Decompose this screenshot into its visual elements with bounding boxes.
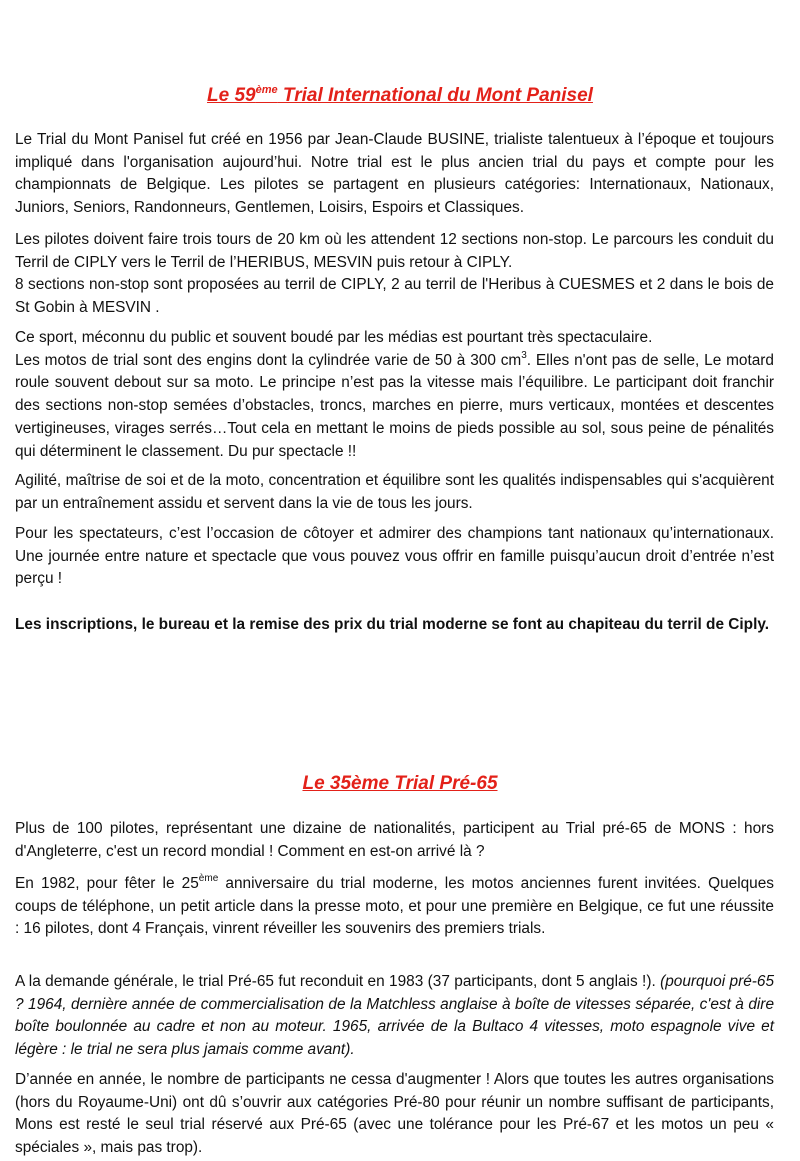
section-1-paragraph-3b-before: Les motos de trial sont des engins dont la cylindrée varie de 50 à 300 cm: [15, 351, 522, 369]
section-1-paragraph-4: Agilité, maîtrise de soi et de la moto, concentration et équilibre sont les qualités indispensables qui s'acquièrent par un entraînement assidu et servent dans la vie de tous les jours.: [15, 472, 774, 512]
section-2-paragraph-4: D’année en année, le nombre de participants ne cessa d'augmenter ! Alors que toutes les autres organisations (hors du Royaume-Uni) ont dû s’ouvrir aux catégories Pré-80 pour réunir un nombre suffisant de participants, Mons est resté le seul trial réservé aux Pré-65 (avec une tolérance pour les Pré-67 et les motos un peu « spéciales », mais pas trop).: [15, 1071, 774, 1157]
section-2-paragraph-1: Plus de 100 pilotes, représentant une dizaine de nationalités, participent au Trial pré-65 de MONS : hors d'Angleterre, c'est un record mondial ! Comment en est-on arrivé là ?: [15, 820, 774, 860]
section-2-paragraph-3-plain: A la demande générale, le trial Pré-65 fut reconduit en 1983 (37 participants, dont 5 anglais !).: [15, 973, 656, 990]
section-2-paragraph-2-sup: ème: [198, 873, 219, 884]
section-1-paragraph-2a: Les pilotes doivent faire trois tours de 20 km où les attendent 12 sections non-stop. Le parcours les conduit du Terril de CIPLY vers le Terril de l’HERIBUS, MESVIN puis retour à CIPLY.: [15, 231, 774, 271]
section-2-paragraph-2: [15, 873, 774, 941]
section-1-paragraph-6: Les inscriptions, le bureau et la remise des prix du trial moderne se font au chapiteau du terril de Ciply.: [15, 616, 770, 633]
section-2-paragraph-3-italic: (pourquoi pré-65 ? 1964, dernière année de commercialisation de la Matchless anglaise à boîte de vitesses séparée, c'est à dire boîte boulonnée au cadre et non au moteur. 1965, arrivée de la Bultaco 4 vitesses, moto espagnole vive et légère : le trial ne sera plus jamais comme avant).: [15, 973, 775, 1059]
section-1-paragraph-3b-after: . Elles n'ont pas de selle, Le motard roule souvent debout sur sa moto. Le principe n’est pas la vitesse mais l’équilibre. Le participant doit franchir des sections non-stop semées d’obstacles, troncs, marches en pierre, murs verticaux, montées et descentes vertigineuses, virages serrés…Tout cela en mettant le moins de pieds possible au sol, sous peine de pénalités qui déterminent le classement. Du pur spectacle !!: [15, 351, 774, 460]
section-1-paragraph-5: Pour les spectateurs, c’est l’occasion de côtoyer et admirer des champions tant nationaux qu’internationaux. Une journée entre nature et spectacle que vous pouvez vous offrir en famille puisqu’aucun droit d’entrée n’est perçu !: [15, 525, 774, 588]
section-1-paragraph-1: Le Trial du Mont Panisel fut créé en 1956 par Jean-Claude BUSINE, trialiste talentueux à l’époque et toujours impliqué dans l'organisation aujourd’hui. Notre trial est le plus ancien trial du pays et compte pour les championnats de Belgique. Les pilotes se partagent en plusieurs catégories: Internationaux, Nationaux, Juniors, Seniors, Randonneurs, Gentlemen, Loisirs, Espoirs et Classiques.: [15, 131, 774, 217]
section-2-title: Le 35ème Trial Pré-65: [302, 773, 498, 794]
section-2-paragraph-2-before: En 1982, pour fêter le 25: [15, 875, 199, 892]
section-1-title-sup: ème: [255, 84, 278, 96]
section-1-paragraph-3: [15, 327, 774, 463]
section-1-paragraph-3a: Ce sport, méconnu du public et souvent boudé par les médias est pourtant très spectaculaire.: [15, 329, 653, 346]
section-2-paragraph-2-after: anniversaire du trial moderne, les motos anciennes furent invitées. Quelques coups de téléphone, un petit article dans la presse moto, et pour une première en Belgique, ce fut une réussite : 16 pilotes, dont 4 Français, vinrent réveiller les souvenirs des premiers trials.: [15, 875, 774, 938]
section-1-title-prefix: Le 59: [207, 85, 256, 106]
section-1-title: [0, 84, 800, 108]
section-1-paragraph-2: [15, 229, 774, 320]
section-1-title-suffix: Trial International du Mont Panisel: [277, 85, 593, 106]
section-2-paragraph-3: [15, 971, 774, 1062]
section-1-paragraph-2b: 8 sections non-stop sont proposées au terril de CIPLY, 2 au terril de l'Heribus à CUESMES et 2 dans le bois de St Gobin à MESVIN .: [15, 276, 774, 317]
section-1-paragraph-3b-sup: 3: [521, 349, 527, 361]
